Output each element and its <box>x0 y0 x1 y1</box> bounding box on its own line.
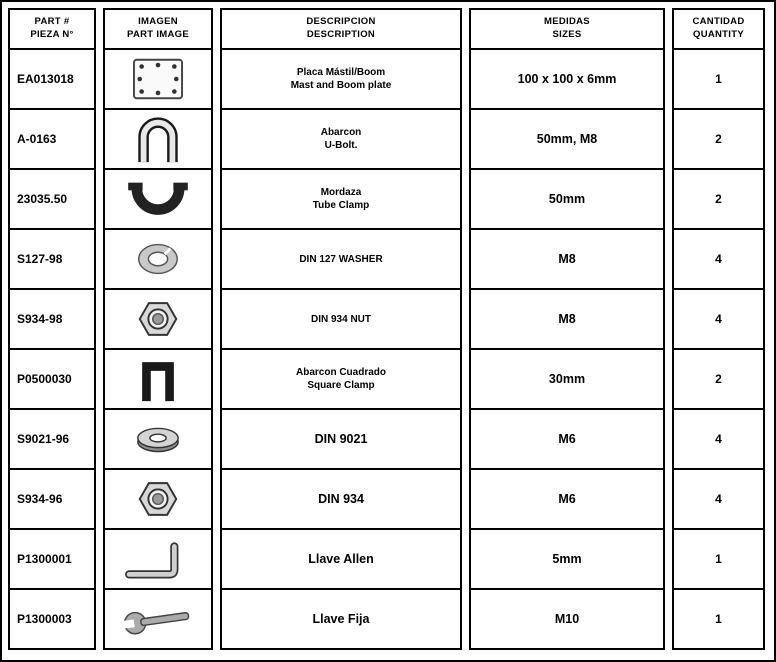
header-line: DESCRIPTION <box>306 29 376 40</box>
spring-washer-image <box>112 234 204 284</box>
description-cell <box>220 230 462 290</box>
description-line: U-Bolt. <box>324 140 358 151</box>
header-description <box>220 8 462 50</box>
size-cell: M6 <box>469 470 665 530</box>
header-line: QUANTITY <box>693 29 744 40</box>
part-image-cell <box>103 410 213 470</box>
quantity-cell: 1 <box>672 530 765 590</box>
parts-grid <box>8 8 768 650</box>
description-cell <box>220 290 462 350</box>
header-sizes <box>469 8 665 50</box>
size-cell: M8 <box>469 230 665 290</box>
header-line: DESCRIPCION <box>306 16 376 28</box>
mast-boom-plate-image <box>112 54 204 104</box>
allen-key-image <box>112 534 204 584</box>
part-image-cell <box>103 590 213 650</box>
hex-nut-image <box>112 294 204 344</box>
description-line: Abarcon <box>320 127 362 138</box>
header-line: PART # <box>34 16 70 28</box>
part-image-cell <box>103 290 213 350</box>
part-image-cell <box>103 50 213 110</box>
header-line: PIEZA N° <box>30 29 74 40</box>
description-cell <box>220 170 462 230</box>
quantity-cell: 4 <box>672 470 765 530</box>
header-line: IMAGEN <box>138 16 178 28</box>
description-cell <box>220 530 462 590</box>
quantity-cell: 4 <box>672 290 765 350</box>
size-cell: 50mm, M8 <box>469 110 665 170</box>
description-cell <box>220 50 462 110</box>
part-image-cell <box>103 230 213 290</box>
part-image-cell <box>103 470 213 530</box>
header-quantity <box>672 8 765 50</box>
size-cell: M6 <box>469 410 665 470</box>
size-cell: M10 <box>469 590 665 650</box>
description-cell <box>220 350 462 410</box>
description-line: Abarcon Cuadrado <box>295 367 386 378</box>
header-line: MEDIDAS <box>544 16 590 28</box>
quantity-cell: 2 <box>672 170 765 230</box>
description-line: DIN 934 <box>318 491 364 506</box>
header-image <box>103 8 213 50</box>
header-line: SIZES <box>552 29 582 40</box>
part-number-cell: S127-98 <box>8 230 96 290</box>
flat-washer-image <box>112 414 204 464</box>
size-cell: M8 <box>469 290 665 350</box>
part-number-cell: S9021-96 <box>8 410 96 470</box>
quantity-cell: 2 <box>672 350 765 410</box>
description-line: DIN 934 NUT <box>310 313 371 325</box>
header-part-number <box>8 8 96 50</box>
description-line: Mast and Boom plate <box>290 80 392 91</box>
part-number-cell: EA013018 <box>8 50 96 110</box>
description-cell <box>220 410 462 470</box>
part-number-cell: A-0163 <box>8 110 96 170</box>
description-line: Llave Allen <box>308 551 374 566</box>
hex-nut-image <box>112 474 204 524</box>
tube-clamp-image <box>112 174 204 224</box>
description-line: Llave Fija <box>312 611 370 626</box>
description-cell <box>220 470 462 530</box>
size-cell: 30mm <box>469 350 665 410</box>
description-line: Mordaza <box>320 187 362 198</box>
description-line: DIN 127 WASHER <box>299 253 383 265</box>
description-line: DIN 9021 <box>314 431 368 446</box>
description-line: Square Clamp <box>307 380 375 391</box>
description-line: Tube Clamp <box>312 200 370 211</box>
description-cell <box>220 110 462 170</box>
size-cell: 100 x 100 x 6mm <box>469 50 665 110</box>
open-wrench-image <box>112 594 204 644</box>
part-number-cell: S934-96 <box>8 470 96 530</box>
part-image-cell <box>103 170 213 230</box>
quantity-cell: 4 <box>672 410 765 470</box>
quantity-cell: 1 <box>672 50 765 110</box>
part-number-cell: P1300003 <box>8 590 96 650</box>
u-bolt-image <box>112 114 204 164</box>
header-line: PART IMAGE <box>127 29 189 40</box>
part-number-cell: 23035.50 <box>8 170 96 230</box>
part-image-cell <box>103 350 213 410</box>
description-cell <box>220 590 462 650</box>
size-cell: 5mm <box>469 530 665 590</box>
description-line: Placa Mástil/Boom <box>296 67 386 78</box>
part-image-cell <box>103 530 213 590</box>
part-number-cell: P1300001 <box>8 530 96 590</box>
size-cell: 50mm <box>469 170 665 230</box>
quantity-cell: 2 <box>672 110 765 170</box>
quantity-cell: 1 <box>672 590 765 650</box>
header-line: CANTIDAD <box>692 16 745 28</box>
part-image-cell <box>103 110 213 170</box>
square-clamp-image <box>112 354 204 404</box>
part-number-cell: S934-98 <box>8 290 96 350</box>
part-number-cell: P0500030 <box>8 350 96 410</box>
quantity-cell: 4 <box>672 230 765 290</box>
